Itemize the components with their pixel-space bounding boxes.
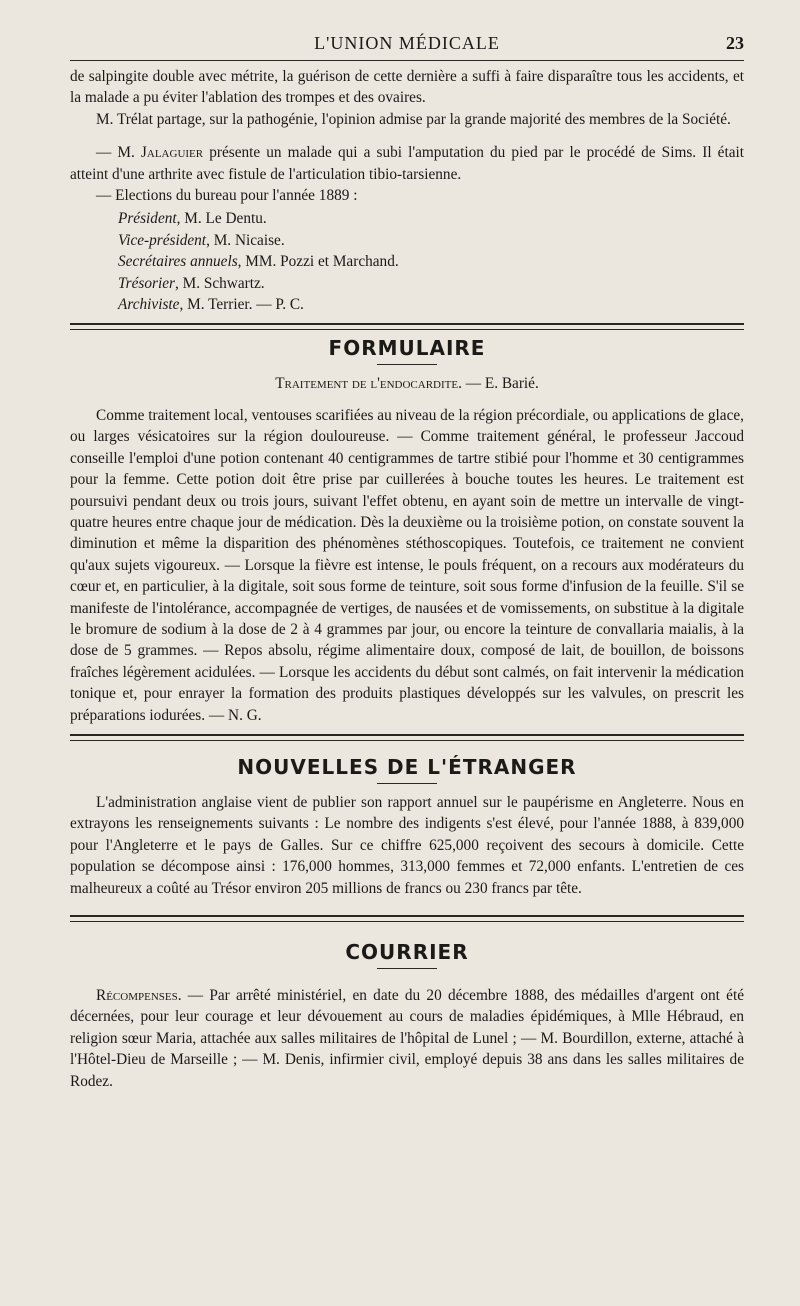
formulaire-section — [70, 336, 744, 726]
courrier-text: — Par arrêté ministériel, en date du 20 décembre 1888, des médailles d'argent ont été décernées, pour leur courage et leur dévouement au cours de maladies épidémiques, à Mlle Hébraud, en religion sœur Maria, attachée aux salles militaires de l'hôpital de Lunel ; — M. Bourdillon, externe, attaché à l'Hôtel-Dieu de Marseille ; — M. Denis, infirmier civil, employé depuis 38 ans dans les salles militaires de Rodez. — [70, 987, 744, 1090]
header-rule — [70, 60, 744, 61]
courrier-lead: Récompenses. — [96, 987, 182, 1004]
formulaire-heading: FORMULAIRE — [328, 336, 486, 361]
officer-names: , MM. Pozzi et Marchand. — [237, 253, 399, 271]
officer-role: Trésorier — [118, 274, 175, 292]
intro-paragraph-1: de salpingite double avec métrite, la guérison de cette dernière a suffi à faire disparaître tous les accidents, et la malade a pu éviter l'ablation des trompes et des ovaires. — [70, 68, 744, 107]
formulaire-subtitle — [70, 373, 744, 394]
section-divider — [70, 734, 744, 741]
officer-role: Secrétaires annuels — [118, 253, 238, 271]
officer-role: Vice-président — [118, 231, 207, 249]
officers-list — [118, 208, 744, 315]
officer-names: , M. Nicaise. — [206, 231, 285, 249]
officer-item — [118, 294, 744, 315]
officer-names: , M. Le Dentu. — [176, 210, 267, 228]
officer-names: , M. Schwartz. — [174, 274, 265, 292]
section-divider — [70, 323, 744, 330]
officer-names: , M. Terrier. — P. C. — [179, 296, 304, 314]
officer-item — [118, 208, 744, 229]
etranger-section — [70, 755, 744, 899]
officer-item — [118, 273, 744, 294]
etranger-heading: NOUVELLES DE L'ÉTRANGER — [237, 754, 577, 779]
intro-paragraph-3: — M. Jalaguier présente un malade qui a subi l'amputation du pied par le procédé de Sims. Il était atteint d'une arthrite avec fistule de l'articulation tibio-tarsienne. — [70, 144, 744, 183]
courrier-section — [70, 940, 744, 1092]
page-number: 23 — [726, 33, 744, 53]
section-divider — [70, 915, 744, 922]
intro-paragraph-2: M. Trélat partage, sur la pathogénie, l'opinion admise par la grande majorité des membres de la Société. — [96, 110, 731, 128]
heading-rule — [377, 783, 437, 784]
intro-paragraph-3-text: présente un malade qui a subi l'amputation du pied par le procédé de Sims. Il était atteint d'une arthrite avec fistule de l'articulation tibio-tarsienne. — [70, 144, 744, 183]
intro-section — [70, 66, 744, 315]
officer-role: Président — [118, 210, 177, 228]
officer-item — [118, 230, 744, 251]
heading-rule — [377, 968, 437, 969]
officer-role: Archiviste — [118, 296, 180, 314]
author-name: M. Jalaguier — [117, 144, 204, 162]
heading-rule — [377, 364, 437, 365]
intro-paragraph-4: — Elections du bureau pour l'année 1889 : — [96, 187, 358, 205]
subtitle-author: — E. Barié. — [461, 375, 539, 393]
formulaire-body: Comme traitement local, ventouses scarifiées au niveau de la région précordiale, ou applications de glace, ou larges vésicatoires sur la région douloureuse. — Comme traitement général, le professeur Jaccoud conseille l'emploi d'une potion contenant 40 centigrammes de tartre stibié pour l'homme et 30 centigrammes pour la femme. Cette potion doit être prise par cuillerées à bouche toutes les heures. Le traitement est poursuivi pendant deux ou trois jours, suivant l'effet obtenu, en ayant soin de mettre un intervalle de vingt-quatre heures entre chaque jour de médication. Dès la deuxième ou la troisième potion, on constate souvent la diminution et même la disparition des phénomènes stéthoscopiques. Toutefois, ce traitement ne convient qu'aux sujets vigoureux. — Lorsque la fièvre est intense, le pouls fréquent, on a recours aux modérateurs du cœur et, en particulier, à la digitale, soit sous forme de teinture, soit sous forme d'infusion de la feuille. S'il se manifeste de l'intolérance, accompagnée de vertiges, de nausées et de vomissements, on substitue à la digitale le bromure de sodium à la dose de 2 à 4 grammes par jour, ou encore la teinture de convallaria maialis, à la dose de 5 grammes. — Repos absolu, régime alimentaire doux, composé de lait, de bouillon, de boissons fraîches légèrement acidulées. — Lorsque les accidents du début sont calmés, on fait intervenir la médication tonique et, pour enrayer la formation des produits plastiques développés sur les valvules, on prescrit les préparations iodurées. — N. G. — [70, 406, 744, 724]
courrier-body — [70, 985, 744, 1092]
subtitle-main: Traitement de l'endocardite. — [275, 375, 462, 393]
etranger-body: L'administration anglaise vient de publier son rapport annuel sur le paupérisme en Angleterre. Nous en extrayons les renseignements suivants : Le nombre des indigents s'est élevé, pour l'année 1888, à 839,000 pour l'Angleterre et le pays de Galles. Sur ce chiffre 625,000 reçoivent des secours à domicile. Cette population se décompose ainsi : 176,000 hommes, 313,000 femmes et 72,000 enfants. L'entretien de ces malheureux a coûté au Trésor environ 205 millions de francs ou 230 francs par tête. — [70, 793, 744, 897]
journal-title: L'UNION MÉDICALE — [314, 33, 500, 53]
running-head — [70, 0, 744, 60]
officer-item — [118, 251, 744, 272]
courrier-heading: COURRIER — [345, 940, 469, 964]
